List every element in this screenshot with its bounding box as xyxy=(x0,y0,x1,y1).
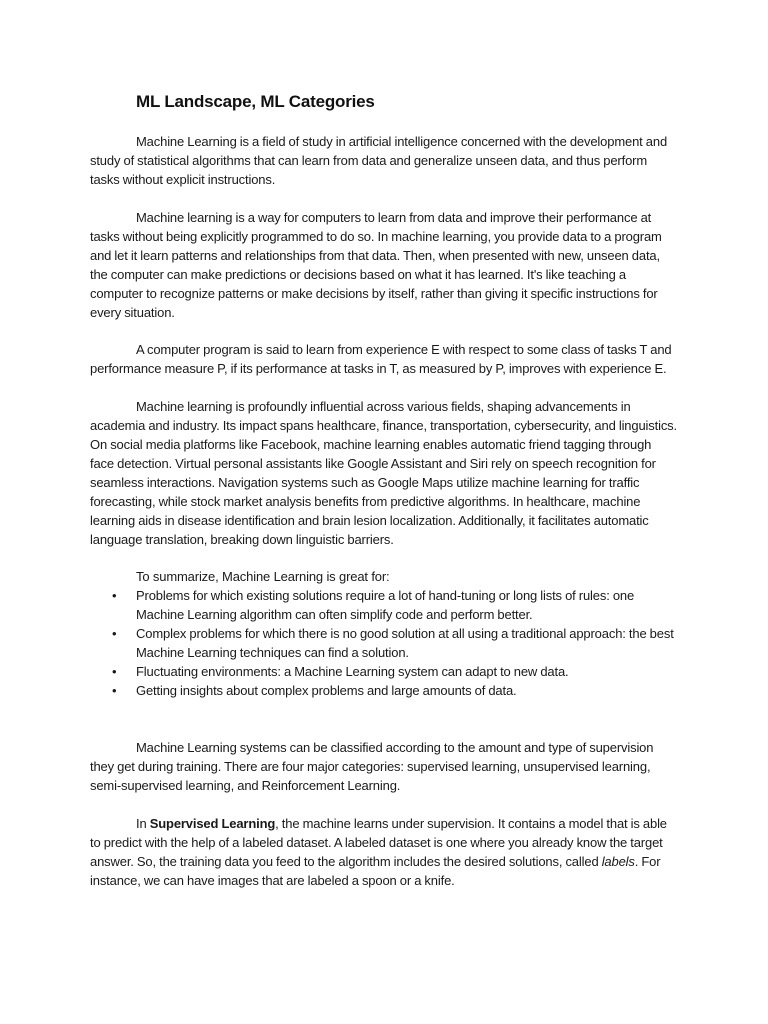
paragraph-supervised-learning xyxy=(90,814,678,890)
list-item xyxy=(90,681,678,700)
supervised-learning-term: Supervised Learning xyxy=(149,815,276,831)
list-item-text: Getting insights about complex problems and large amounts of data. xyxy=(136,683,517,698)
paragraph-ml-explanation: Machine learning is a way for computers to learn from data and improve their performance at tasks without being explicitly programmed to do so. In machine learning, you provide data to a program and let it learn patterns and relationships from that data. Then, when presented with new, unseen data, the computer can make predictions or decisions based on what it has learned. It's like teaching a computer to recognize patterns or make decisions by itself, rather than giving it specific instructions for every situation. xyxy=(90,209,662,320)
list-item xyxy=(90,586,678,624)
list-item-text: Problems for which existing solutions require a lot of hand-tuning or long lists of rules: one Machine Learning algorithm can often simplify code and perform better. xyxy=(136,588,635,622)
list-item xyxy=(90,662,678,681)
page-title: ML Landscape, ML Categories xyxy=(136,92,375,111)
list-item xyxy=(90,624,678,662)
supervised-body: , the machine learns under supervision. It contains a model that is able to predict with the help of a labeled dataset. A labeled dataset is one where you already know the target answer. So, the training data you feed to the algorithm includes the desired solutions, called xyxy=(90,815,667,869)
bullet-icon: • xyxy=(112,664,117,679)
paragraph-ml-formal-definition: A computer program is said to learn from experience E with respect to some class of tasks T and performance measure P, if its performance at tasks in T, as measured by P, improves with experience E. xyxy=(90,342,672,376)
summary-intro: To summarize, Machine Learning is great for: xyxy=(136,569,390,584)
paragraph-ml-categories: Machine Learning systems can be classified according to the amount and type of supervision they get during training. There are four major categories: supervised learning, unsupervised learning, semi-supervised learning, and Reinforcement Learning. xyxy=(90,740,654,793)
labels-term: labels xyxy=(601,853,635,869)
paragraph-ml-definition: Machine Learning is a field of study in artificial intelligence concerned with the development and study of statistical algorithms that can learn from data and generalize unseen data, and thus perform tasks without explicit instructions. xyxy=(90,134,668,187)
supervised-prefix: In xyxy=(136,815,150,831)
list-item-text: Fluctuating environments: a Machine Learning system can adapt to new data. xyxy=(136,664,569,679)
paragraph-ml-applications: Machine learning is profoundly influential across various fields, shaping advancements in academia and industry. Its impact spans healthcare, finance, transportation, cybersecurity, and linguistics. On social media platforms like Facebook, machine learning enables automatic friend tagging through face detection. Virtual personal assistants like Google Assistant and Siri rely on speech recognition for seamless interactions. Navigation systems such as Google Maps utilize machine learning for traffic forecasting, while stock market analysis benefits from predictive algorithms. In healthcare, machine learning aids in disease identification and brain lesion localization. Additionally, it facilitates automatic language translation, breaking down linguistic barriers. xyxy=(90,398,677,547)
bullet-icon: • xyxy=(112,626,117,641)
list-item-text: Complex problems for which there is no good solution at all using a traditional approach: the best Machine Learning techniques can find a solution. xyxy=(136,626,674,660)
supervised-suffix: . For instance, we can have images that are labeled a spoon or a knife. xyxy=(90,853,661,888)
bullet-icon: • xyxy=(112,588,117,603)
bullet-icon: • xyxy=(112,683,117,698)
summary-bullet-list xyxy=(90,586,678,700)
